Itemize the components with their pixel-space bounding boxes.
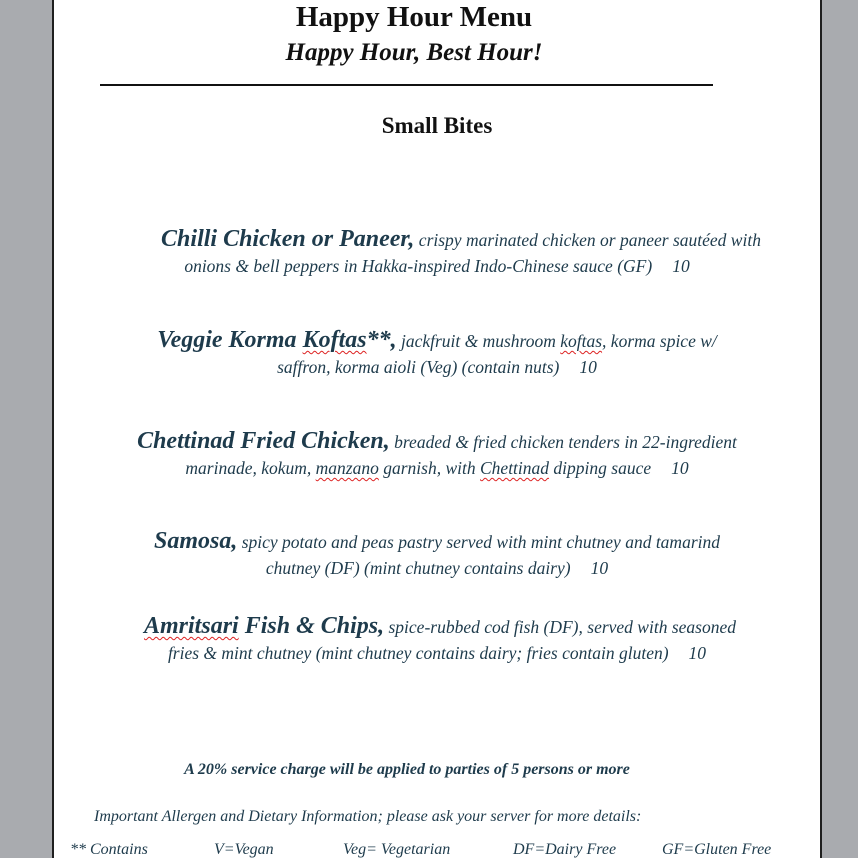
menu-item-description: chutney (DF) (mint chutney contains dairy) — [265, 558, 571, 578]
allergen-info-header: Important Allergen and Dietary Information; please ask your server for more details: — [94, 808, 642, 825]
menu-item-description: fries & mint chutney (mint chutney contains dairy; fries contain gluten) — [167, 643, 669, 663]
menu-item-price: 10 — [688, 643, 707, 663]
legend-vegetarian: Veg= Vegetarian — [343, 841, 451, 858]
menu-item-name — [157, 327, 396, 353]
menu-item-line — [54, 528, 820, 555]
page-subtitle: Happy Hour, Best Hour! — [285, 39, 543, 66]
menu-item-line — [54, 640, 820, 666]
menu-item-veggie-korma — [54, 327, 820, 380]
menu-item-price: 10 — [579, 357, 597, 377]
menu-item-price: 10 — [671, 458, 689, 478]
menu-item-price: 10 — [590, 558, 609, 578]
title-divider — [100, 84, 713, 86]
menu-item-name: Samosa, — [153, 528, 238, 554]
spelling-flag: manzano — [315, 458, 379, 478]
menu-item-chettinad-chicken — [54, 428, 820, 481]
description-text: dipping sauce — [549, 458, 652, 478]
menu-item-price: 10 — [672, 256, 690, 276]
document-page — [52, 0, 822, 858]
menu-item-fish-chips — [54, 613, 820, 666]
menu-item-line — [54, 327, 820, 354]
menu-item-description: saffron, korma aioli (Veg) (contain nuts) — [277, 357, 560, 377]
menu-item-line — [54, 354, 820, 380]
section-title: Small Bites — [381, 113, 493, 138]
menu-item-description: crispy marinated chicken or paneer sautéed with — [418, 230, 761, 250]
menu-item-description: spicy potato and peas pastry served with mint chutney and tamarind — [241, 532, 720, 552]
menu-item-name-text: **, — [366, 327, 397, 353]
legend-dairy-free: DF=Dairy Free — [513, 841, 617, 858]
legend-vegan: V=Vegan — [214, 841, 274, 858]
menu-item-description: spice-rubbed cod fish (DF), served with seasoned — [388, 617, 736, 637]
menu-item-description: onions & bell peppers in Hakka-inspired Indo-Chinese sauce (GF) — [184, 256, 653, 276]
spelling-flag: Koftas — [302, 327, 367, 353]
legend-contains: ** Contains — [70, 841, 148, 858]
description-text: marinade, kokum, — [185, 458, 316, 478]
menu-item-name-text: Veggie Korma — [157, 327, 303, 353]
description-text: , korma spice w/ — [602, 331, 717, 351]
menu-item-name: Chettinad Fried Chicken, — [137, 428, 390, 454]
menu-item-name: Chilli Chicken or Paneer, — [161, 226, 415, 252]
menu-item-line — [54, 555, 820, 581]
legend-gluten-free: GF=Gluten Free — [662, 841, 772, 858]
menu-item-chilli-chicken — [54, 226, 820, 279]
menu-item-name-text: Fish & Chips, — [238, 613, 385, 639]
menu-item-line — [54, 428, 820, 455]
spelling-flag: Amritsari — [144, 613, 239, 639]
spelling-flag: Chettinad — [480, 458, 550, 478]
menu-item-line — [54, 455, 820, 481]
menu-item-description — [185, 458, 651, 478]
menu-item-description: breaded & fried chicken tenders in 22-ingredient — [394, 432, 737, 452]
menu-item-description — [401, 331, 717, 351]
menu-item-line — [54, 613, 820, 640]
menu-item-line — [54, 226, 820, 253]
page-title: Happy Hour Menu — [295, 1, 533, 33]
description-text: garnish, with — [378, 458, 480, 478]
menu-item-samosa — [54, 528, 820, 581]
menu-item-line — [54, 253, 820, 279]
service-charge-notice: A 20% service charge will be applied to parties of 5 persons or more — [184, 761, 630, 778]
menu-item-name — [144, 613, 384, 639]
description-text: jackfruit & mushroom — [400, 331, 561, 351]
spelling-flag: koftas — [560, 331, 603, 351]
